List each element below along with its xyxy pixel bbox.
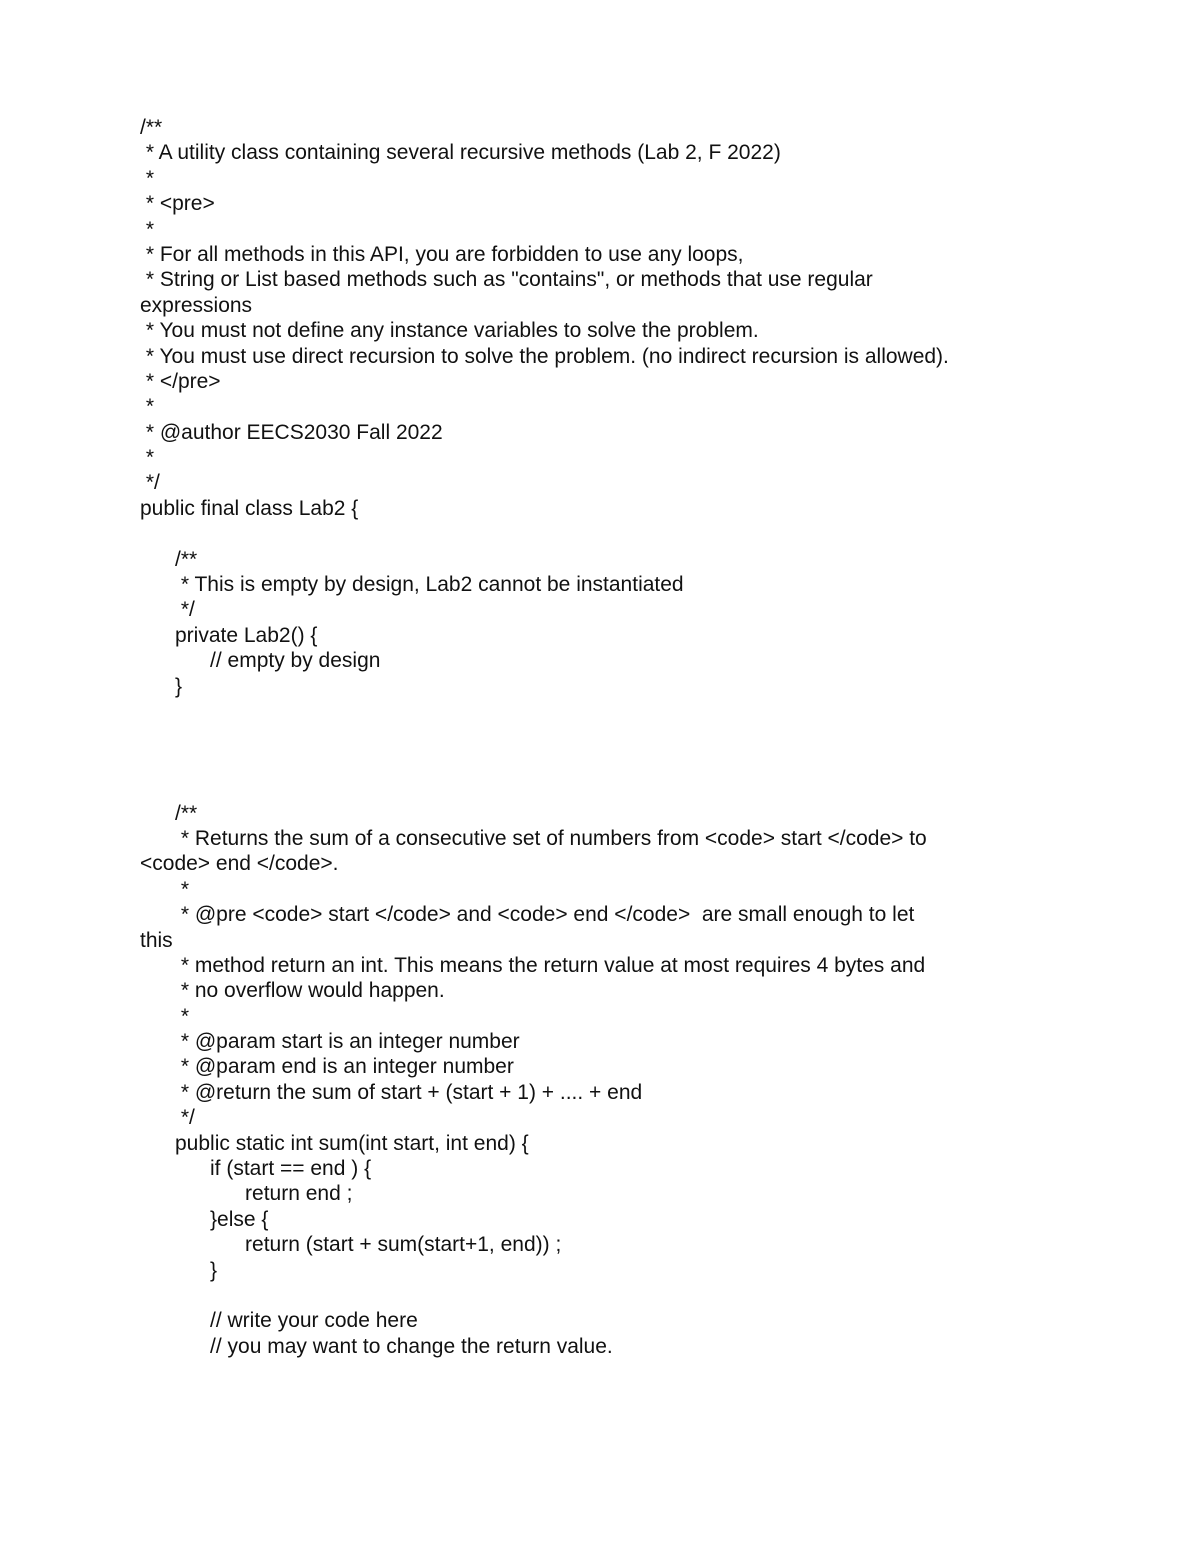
code-line: * (140, 395, 155, 419)
code-line: private Lab2() { (140, 623, 318, 647)
code-line: <code> end </code>. (140, 852, 339, 876)
code-line: * no overflow would happen. (140, 979, 445, 1003)
code-line: * method return an int. This means the return value at most requires 4 bytes and (140, 953, 926, 977)
code-line: * This is empty by design, Lab2 cannot be instantiated (140, 573, 684, 597)
code-line (140, 521, 1060, 546)
code-line: * @param end is an integer number (140, 1055, 514, 1079)
code-line (140, 775, 1060, 800)
code-line: * @return the sum of start + (start + 1) + .... + end (140, 1080, 643, 1104)
code-line: return end ; (140, 1182, 353, 1206)
code-line: * Returns the sum of a consecutive set of numbers from <code> start </code> to (140, 826, 927, 850)
code-line: * </pre> (140, 369, 221, 393)
code-line: * You must not define any instance variables to solve the problem. (140, 319, 759, 343)
code-line: }else { (140, 1207, 269, 1231)
code-line: this (140, 928, 173, 952)
code-line (140, 724, 1060, 749)
code-line: * (140, 1004, 190, 1028)
code-line: * @author EECS2030 Fall 2022 (140, 420, 443, 444)
code-line: */ (140, 598, 195, 622)
code-line: * A utility class containing several recursive methods (Lab 2, F 2022) (140, 141, 781, 165)
code-line: /** (140, 801, 198, 825)
code-line (140, 750, 1060, 775)
code-line: * (140, 217, 155, 241)
code-line: * (140, 166, 155, 190)
code-line: */ (140, 1106, 195, 1130)
code-line: expressions (140, 293, 253, 317)
code-line: public final class Lab2 { (140, 496, 359, 520)
code-line (140, 699, 1060, 724)
code-line: * @param start is an integer number (140, 1030, 520, 1054)
code-line: if (start == end ) { (140, 1157, 372, 1181)
code-line: * <pre> (140, 192, 215, 216)
code-line: /** (140, 547, 198, 571)
code-line: } (140, 674, 183, 698)
code-line: */ (140, 471, 160, 495)
code-line: * (140, 446, 155, 470)
code-line (140, 1283, 1060, 1308)
code-line: public static int sum(int start, int end) { (140, 1131, 529, 1155)
code-line: * For all methods in this API, you are forbidden to use any loops, (140, 242, 744, 266)
code-line: // you may want to change the return value. (140, 1334, 613, 1358)
code-line: // write your code here (140, 1309, 418, 1333)
code-line: return (start + sum(start+1, end)) ; (140, 1233, 562, 1257)
code-line: /** (140, 116, 163, 139)
source-code-text (140, 115, 1060, 1359)
code-line: } (140, 1258, 218, 1282)
code-line: * @pre <code> start </code> and <code> end </code> are small enough to let (140, 903, 915, 927)
code-line: // empty by design (140, 649, 381, 673)
code-line: * You must use direct recursion to solve the problem. (no indirect recursion is allowed). (140, 344, 949, 368)
code-line: * String or List based methods such as "contains", or methods that use regular (140, 268, 873, 292)
code-line: * (140, 877, 190, 901)
